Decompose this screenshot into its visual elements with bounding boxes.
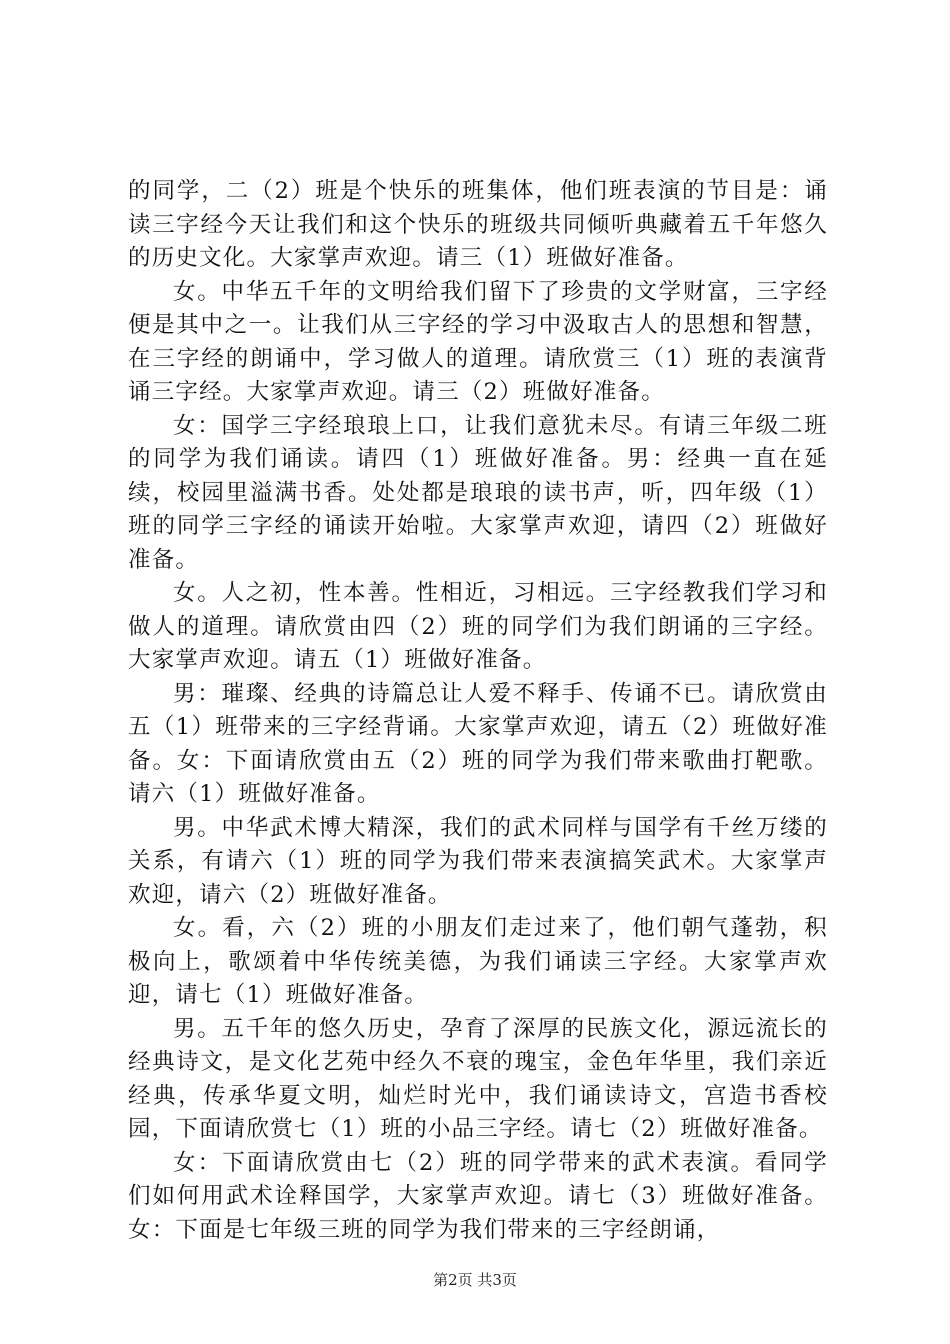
document-body [128,175,828,1247]
paragraph-9: 女：下面请欣赏由七（2）班的同学带来的武术表演。看同学们如何用武术诠释国学，大家掌声欢迎。请七（3）班做好准备。女：下面是七年级三班的同学为我们带来的三字经朗诵， [128,1149,828,1243]
paragraph-3: 女：国学三字经琅琅上口，让我们意犹未尽。有请三年级二班的同学为我们诵读。请四（1）班做好准备。男：经典一直在延续，校园里溢满书香。处处都是琅琅的读书声，听，四年级（1）班的同学三字经的诵读开始啦。大家掌声欢迎，请四（2）班做好准备。 [128,412,828,573]
paragraph-5: 男：璀璨、经典的诗篇总让人爱不释手、传诵不已。请欣赏由五（1）班带来的三字经背诵。大家掌声欢迎，请五（2）班做好准备。女：下面请欣赏由五（2）班的同学为我们带来歌曲打靶歌。请六（1）班做好准备。 [128,680,828,807]
paragraph-4: 女。人之初，性本善。性相近，习相远。三字经教我们学习和做人的道理。请欣赏由四（2）班的同学们为我们朗诵的三字经。大家掌声欢迎。请五（1）班做好准备。 [128,580,828,673]
paragraph-1: 的同学，二（2）班是个快乐的班集体，他们班表演的节目是：诵读三字经今天让我们和这个快乐的班级共同倾听典藏着五千年悠久的历史文化。大家掌声欢迎。请三（1）班做好准备。 [128,178,828,271]
paragraph-6: 男。中华武术博大精深，我们的武术同样与国学有千丝万缕的关系，有请六（1）班的同学为我们带来表演搞笑武术。大家掌声欢迎，请六（2）班做好准备。 [128,814,828,908]
paragraph-8: 男。五千年的悠久历史，孕育了深厚的民族文化，源远流长的经典诗文，是文化艺苑中经久不衰的瑰宝，金色年华里，我们亲近经典，传承华夏文明，灿烂时光中，我们诵读诗文，宫造书香校园，下面请欣赏七（1）班的小品三字经。请七（2）班做好准备。 [128,1015,828,1142]
paragraph-2: 女。中华五千年的文明给我们留下了珍贵的文学财富，三字经便是其中之一。让我们从三字经的学习中汲取古人的思想和智慧，在三字经的朗诵中，学习做人的道理。请欣赏三（1）班的表演背诵三字经。大家掌声欢迎。请三（2）班做好准备。 [128,278,828,405]
paragraph-7: 女。看，六（2）班的小朋友们走过来了，他们朝气蓬勃，积极向上，歌颂着中华传统美德，为我们诵读三字经。大家掌声欢迎，请七（1）班做好准备。 [128,915,828,1008]
page-number-footer: 第2页 共3页 [433,1271,517,1289]
